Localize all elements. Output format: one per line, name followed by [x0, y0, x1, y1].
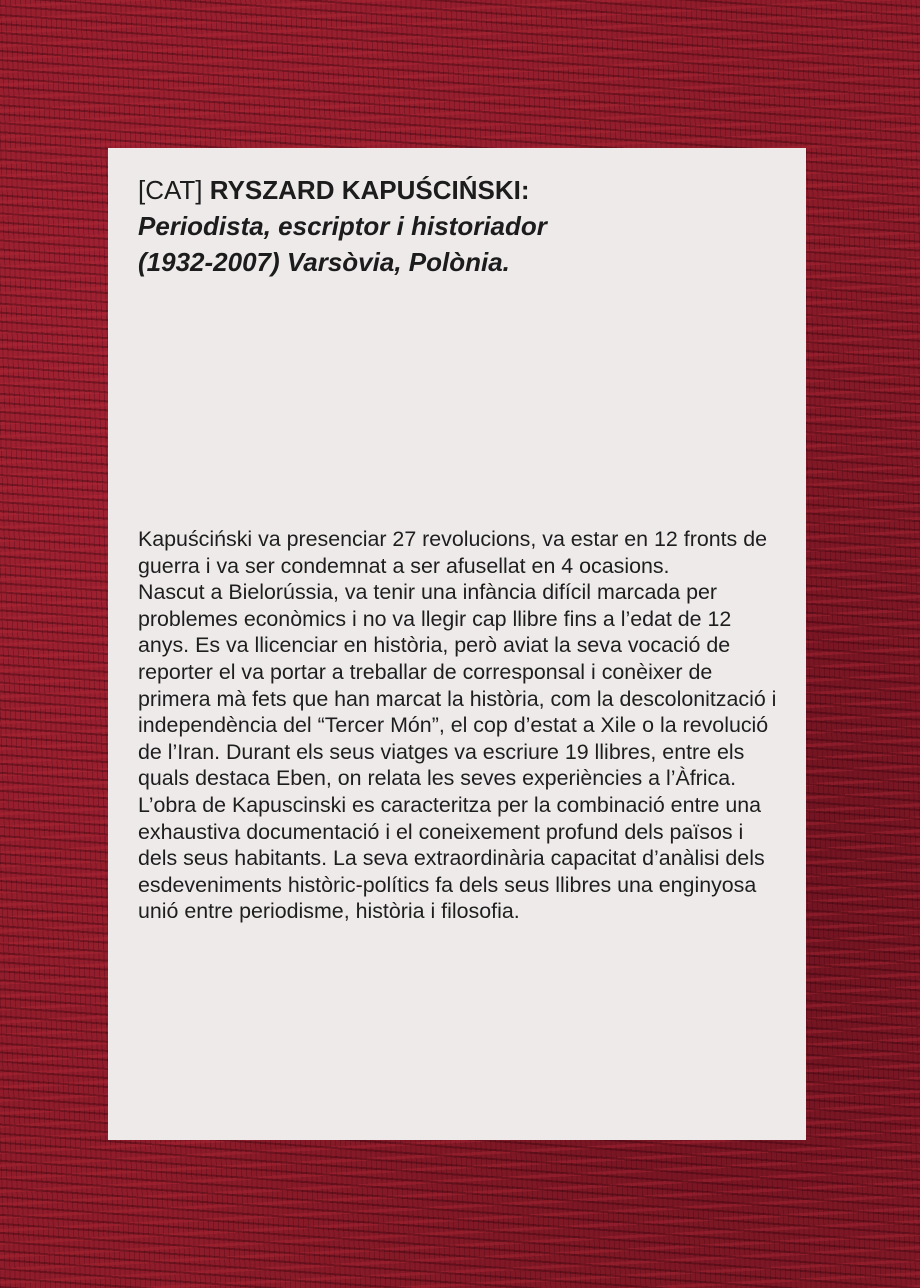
biography-header — [138, 172, 778, 280]
paragraph-3: L’obra de Kapuscinski es caracteritza per la combinació entre una exhaustiva documentació i el coneixement profund dels països i dels seus habitants. La seva extraordinària capacitat d’anàlisi dels esdeveniments històric-polítics fa dels seus llibres una enginyosa unió entre periodisme, història i filosofia. — [138, 792, 765, 924]
biography-card — [108, 148, 806, 1140]
paragraph-2: Nascut a Bielorússia, va tenir una infància difícil marcada per problemes econòmics i no va llegir cap llibre fins a l’edat de 12 anys. Es va llicenciar en història, però aviat la seva vocació de reporter el va portar a treballar de corresponsal i conèixer de primera mà fets que han marcat la història, com la descolonització i independència del “Tercer Món”, el cop d’estat a Xile o la revolució de l’Iran. Durant els seus viatges va escriure 19 llibres, entre els quals destaca Eben, on relata les seves experiències a l’Àfrica. — [138, 580, 777, 791]
person-name: RYSZARD KAPUŚCIŃSKI: — [209, 175, 530, 205]
biography-body — [138, 526, 780, 925]
subtitle-dates-place: (1932-2007) Varsòvia, Polònia. — [138, 247, 510, 277]
subtitle-occupation: Periodista, escriptor i historiador — [138, 211, 547, 241]
language-tag: [CAT] — [138, 175, 203, 205]
paragraph-1: Kapuściński va presenciar 27 revolucions, va estar en 12 fronts de guerra i va ser condemnat a ser afusellat en 4 ocasions. — [138, 527, 767, 578]
